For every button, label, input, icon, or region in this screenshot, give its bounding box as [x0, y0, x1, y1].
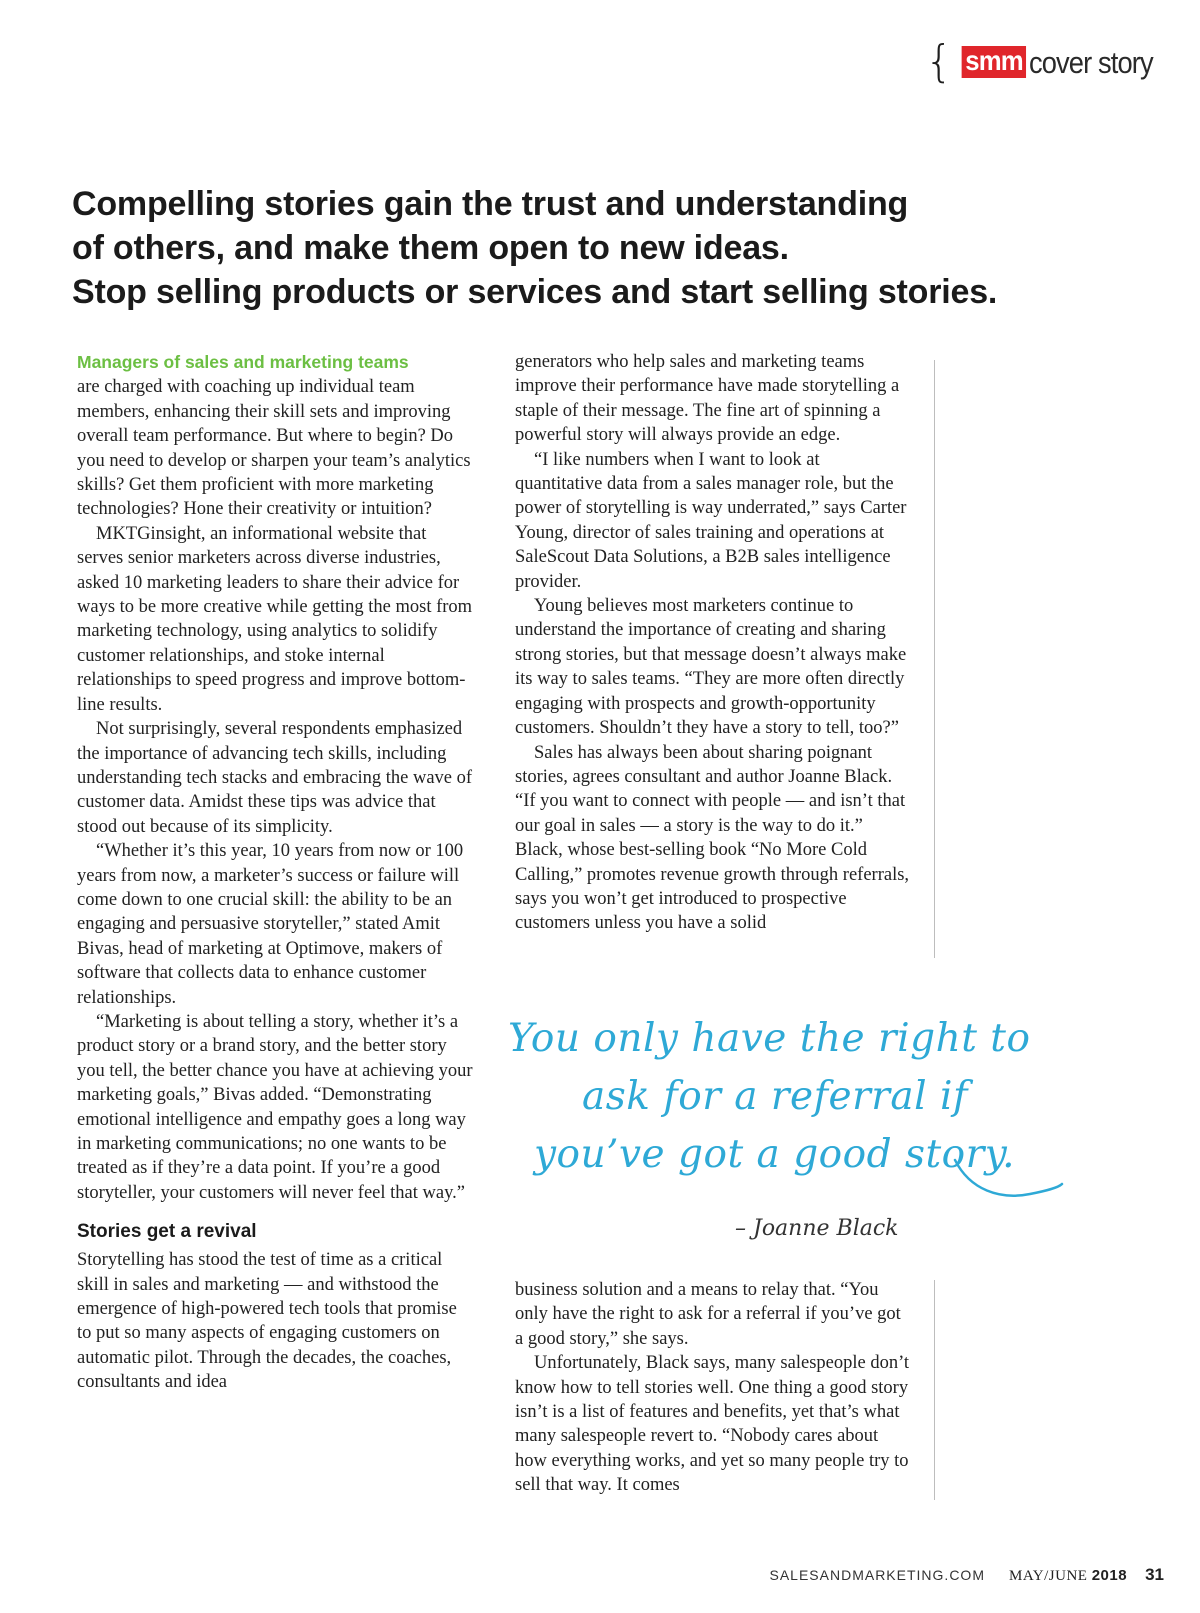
page-number: 31 [1145, 1565, 1164, 1584]
pull-quote-line: You only have the right to [508, 1016, 1031, 1061]
paragraph: “Whether it’s this year, 10 years from now or 100 years from now, a marketer’s success or failure will come down to one crucial skill: the ability to be an engaging and persuasive storyteller,” stated Amit Bivas, head of marketing at Optimove, makers of software that collects data to enhance customer relationships. [77, 841, 464, 1008]
paragraph: Unfortunately, Black says, many salespeople don’t know how to tell stories well. One thing a good story isn’t is a list of features and benefits, yet that’s what many salespeople revert to. “Nobody cares about how everything works, and yet so many people try to sell that way. It comes [515, 1353, 910, 1496]
paragraph: generators who help sales and marketing teams improve their performance have made storytelling a staple of their message. The fine art of spinning a powerful story will always provide an edge. [515, 352, 900, 446]
issue-month: MAY/JUNE [1008, 1568, 1088, 1584]
section-tag [925, 38, 1170, 86]
deck-line: of others, and make them open to new ideas. [72, 229, 789, 267]
paragraph: Sales has always been about sharing poignant stories, agrees consultant and author Joanne Black. “If you want to connect with people — and isn’t that our goal in sales — a story is the way to do it.” Black, whose best-selling book “No More Cold Calling,” promotes revenue growth through referrals, says you won’t get introduced to prospective customers unless you have a solid [515, 742, 910, 934]
paragraph: “I like numbers when I want to look at quantitative data from a sales manager role, but the power of storytelling is way underrated,” says Carter Young, director of sales training and operations at SaleScout Data Solutions, a B2B sales intelligence provider. [515, 449, 907, 592]
column-rule [934, 360, 935, 958]
issue-year: 2018 [1091, 1567, 1128, 1584]
deck-line: Compelling stories gain the trust and understanding [72, 185, 909, 223]
column-rule [934, 1280, 935, 1500]
subhead: Stories get a revival [77, 1221, 257, 1243]
paragraph: Storytelling has stood the test of time as a critical skill in sales and marketing — and withstood the emergence of high-powered tech tools that promise to put so many aspects of engaging customers on automatic pilot. Through the decades, the coaches, consultants and idea [77, 1250, 457, 1393]
paragraph: business solution and a means to relay that. “You only have the right to ask for a referral if you’ve got a good story,” she says. [515, 1280, 901, 1349]
deck-line: Stop selling products or services and start selling stories. [72, 273, 998, 311]
bracket-ornament: { [925, 36, 954, 87]
paragraph: MKTGinsight, an informational website that serves senior marketers across diverse industries, asked 10 marketing leaders to share their advice for ways to be more creative while getting the most from marketing technology, using analytics to solidify customer relationships, and stoke internal relationships to speed progress and improve bottom-line results. [77, 523, 473, 715]
paragraph: Young believes most marketers continue to understand the importance of creating and sharing strong stories, but that message doesn’t always make its way to sales teams. “They are more often directly engaging with prospects and growth-opportunity customers. Shouldn’t they have a story to tell, too?” [515, 596, 907, 739]
pull-quote-attribution: – Joanne Black [735, 1216, 899, 1241]
article-deck [72, 182, 1172, 314]
paragraph: Not surprisingly, several respondents emphasized the importance of advancing tech skills, including understanding tech stacks and embracing the wave of customer data. Amidst these tips was advice that stood out because of its simplicity. [77, 719, 473, 837]
lead-in: Managers of sales and marketing teams [77, 352, 409, 372]
right-column-bottom [515, 1278, 910, 1498]
pull-quote-line: ask for a referral if [582, 1074, 968, 1119]
footer-site: SALESANDMARKETING.COM [769, 1567, 985, 1583]
brand-logo: smm [962, 46, 1027, 78]
paragraph-text: are charged with coaching up individual team members, enhancing their skill sets and improving overall team performance. But where to begin? Do you need to develop or sharpen your team’s analytics skills? Get them proficient with more marketing technologies? Hone their creativity or intuition? [77, 377, 471, 520]
right-column-top [515, 350, 910, 936]
left-column [77, 350, 473, 1395]
paragraph [77, 350, 473, 522]
footer-issue [1009, 1567, 1127, 1585]
page-footer [770, 1565, 1165, 1585]
paragraph: “Marketing is about telling a story, whether it’s a product story or a brand story, and the better story you tell, the better chance you have at achieving your marketing goals,” Bivas added. “Demonstrating emotional intelligence and empathy goes a long way in marketing communications; no one wants to be treated as if they’re a data point. If you’re a good storyteller, your customers will never feel that way.” [77, 1011, 473, 1203]
section-label: cover story [1029, 44, 1154, 80]
pull-quote-line: you’ve got a good story. [534, 1132, 1016, 1177]
quote-swash-ornament [950, 1150, 1065, 1205]
